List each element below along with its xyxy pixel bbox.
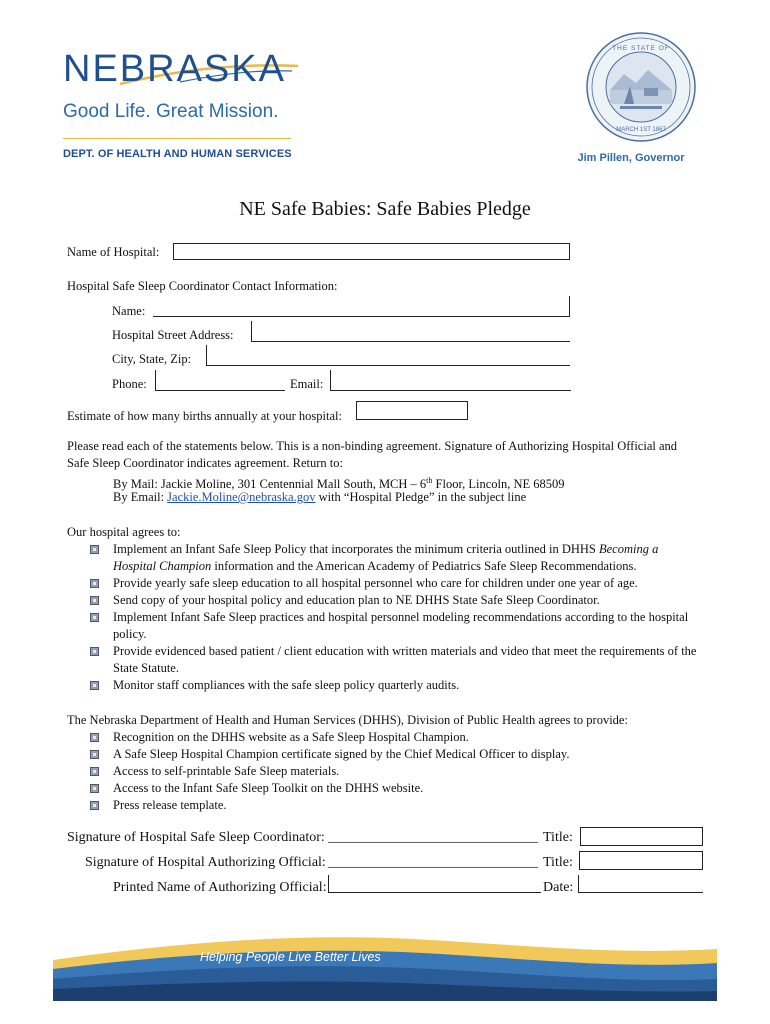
bullet-checkbox-icon [90,784,99,793]
hospital-agrees-list [90,541,705,694]
footer-wave-banner [53,925,717,1001]
coordinator-heading: Hospital Safe Sleep Coordinator Contact Information: [67,279,338,293]
email-field[interactable] [330,370,571,391]
state-seal-icon [584,28,698,146]
footer-slogan: Helping People Live Better Lives [200,950,381,964]
logo-divider [63,138,291,139]
date-label: Date: [543,880,574,895]
coordinator-title-label: Title: [543,830,573,845]
dhhs-agrees-list [90,729,705,814]
governor-name: Jim Pillen, Governor [577,152,685,164]
list-item: Provide yearly safe sleep education to all hospital personnel who care for children under one year of age. [90,575,705,592]
list-item: Implement an Infant Safe Sleep Policy that incorporates the minimum criteria outlined in DHHS Becoming a Hospital Champion information and the American Academy of Pediatrics Safe Sleep Recommendations. [90,541,705,575]
births-estimate-label: Estimate of how many births annually at your hospital: [67,409,342,423]
official-signature-label: Signature of Hospital Authorizing Official: [85,855,326,870]
official-signature-line[interactable]: ______________________________ [328,855,538,870]
printed-name-label: Printed Name of Authorizing Official: [113,880,327,895]
coordinator-signature-line[interactable]: ______________________________ [328,830,538,845]
printed-name-field[interactable] [328,875,541,893]
bullet-checkbox-icon [90,801,99,810]
bullet-checkbox-icon [90,545,99,554]
email-link[interactable]: Jackie.Moline@nebraska.gov [167,490,316,504]
dhhs-agrees-heading: The Nebraska Department of Health and Human Services (DHHS), Division of Public Health agrees to provide: [67,713,628,727]
official-title-label: Title: [543,855,573,870]
coordinator-name-field[interactable] [153,296,570,317]
bullet-checkbox-icon [90,681,99,690]
phone-label: Phone: [112,377,147,391]
hospital-name-label: Name of Hospital: [67,245,160,259]
bullet-checkbox-icon [90,579,99,588]
births-estimate-field[interactable] [356,401,468,420]
official-title-field[interactable] [579,851,703,870]
street-address-field[interactable] [251,321,570,342]
logo-tagline: Good Life. Great Mission. [63,101,279,122]
bullet-checkbox-icon [90,647,99,656]
coordinator-signature-label: Signature of Hospital Safe Sleep Coordinator: [67,830,325,845]
phone-field[interactable] [155,370,285,391]
department-name: DEPT. OF HEALTH AND HUMAN SERVICES [63,148,292,160]
list-item: Access to self-printable Safe Sleep materials. [90,763,705,780]
list-item: Provide evidenced based patient / client education with written materials and video that meet the requirements of the State Statute. [90,643,705,677]
nebraska-logo: NEBRASKA [63,48,286,90]
list-item: A Safe Sleep Hospital Champion certificate signed by the Chief Medical Officer to display. [90,746,705,763]
hospital-name-field[interactable] [173,243,570,260]
instructions-line-2: Safe Sleep Coordinator indicates agreement. Return to: [67,456,343,470]
list-item: Press release template. [90,797,705,814]
city-state-zip-field[interactable] [206,345,570,366]
email-label: Email: [290,377,324,391]
list-item: Recognition on the DHHS website as a Safe Sleep Hospital Champion. [90,729,705,746]
mail-address: By Mail: Jackie Moline, 301 Centennial Mall South, MCH – 6th Floor, Lincoln, NE 68509 [113,476,565,492]
list-item: Access to the Infant Safe Sleep Toolkit on the DHHS website. [90,780,705,797]
svg-text:MARCH 1ST 1867: MARCH 1ST 1867 [616,127,666,133]
list-item: Send copy of your hospital policy and education plan to NE DHHS State Safe Sleep Coordinator. [90,592,705,609]
coordinator-name-label: Name: [112,304,146,318]
date-field[interactable] [578,875,703,893]
city-state-zip-label: City, State, Zip: [112,352,192,366]
list-item: Implement Infant Safe Sleep practices and hospital personnel modeling recommendations according to the hospital policy. [90,609,705,643]
bullet-checkbox-icon [90,613,99,622]
page-title: NE Safe Babies: Safe Babies Pledge [239,198,531,220]
list-item: Monitor staff compliances with the safe sleep policy quarterly audits. [90,677,705,694]
bullet-checkbox-icon [90,750,99,759]
svg-text:THE STATE OF: THE STATE OF [612,45,670,52]
coordinator-title-field[interactable] [580,827,703,846]
street-address-label: Hospital Street Address: [112,328,234,342]
bullet-checkbox-icon [90,596,99,605]
hospital-agrees-heading: Our hospital agrees to: [67,525,181,539]
bullet-checkbox-icon [90,767,99,776]
instructions-line-1: Please read each of the statements below. This is a non-binding agreement. Signature of Authorizing Hospital Official and [67,439,678,453]
bullet-checkbox-icon [90,733,99,742]
email-instructions: By Email: Jackie.Moline@nebraska.gov with “Hospital Pledge” in the subject line [113,490,527,504]
